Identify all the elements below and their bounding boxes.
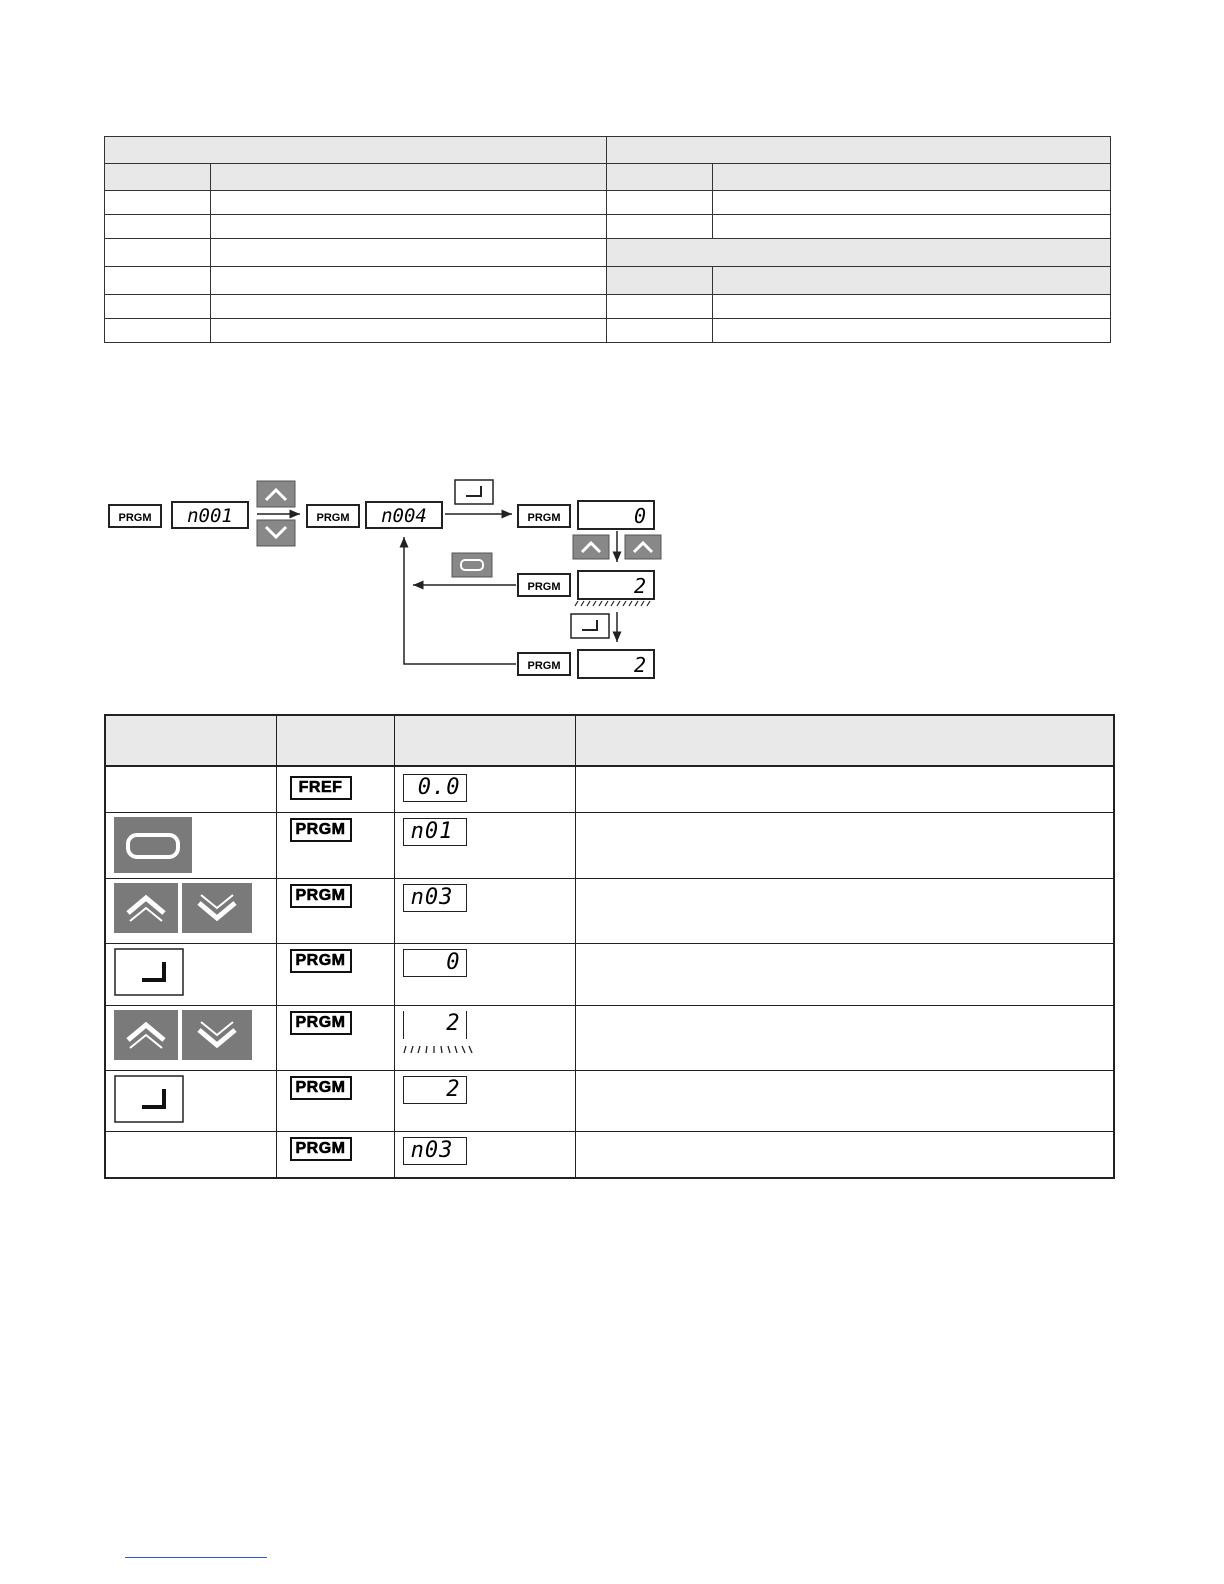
mode-label: PRGM: [290, 1137, 352, 1161]
up-arrow-key-icon: [625, 535, 661, 559]
table-row: [105, 1131, 1114, 1178]
mode-cell: [276, 812, 394, 878]
mode-label-prgm: [518, 653, 570, 675]
mode-cell: [276, 1070, 394, 1131]
table-cell: [105, 295, 211, 319]
description-cell: [575, 1070, 1114, 1131]
up-arrow-key-icon: [114, 883, 178, 937]
table-cell: [713, 319, 1111, 343]
svg-text:PRGM: PRGM: [527, 581, 561, 593]
table-cell: [713, 191, 1111, 215]
svg-text:PRGM: PRGM: [527, 512, 561, 524]
display-cell: [394, 943, 575, 1005]
footer-link-line: [125, 1557, 267, 1558]
table-cell: [211, 215, 607, 239]
enter-key-icon: [455, 480, 493, 504]
svg-text:2: 2: [633, 574, 646, 598]
table-cell: [211, 319, 607, 343]
svg-text:n001: n001: [187, 505, 233, 527]
table-row: [105, 878, 1114, 943]
key-cell: [105, 1131, 276, 1178]
table-cell: [105, 267, 211, 295]
display-cell: [394, 1070, 575, 1131]
mode-cell: [276, 1005, 394, 1070]
description-cell: [575, 812, 1114, 878]
mode-label-prgm: [109, 505, 161, 527]
key-cell: [105, 766, 276, 812]
mode-label-prgm: [518, 574, 570, 596]
table-cell: [105, 319, 211, 343]
table-cell: [105, 191, 211, 215]
key-cell: [105, 878, 276, 943]
header-key: [105, 715, 276, 766]
table-subheader-cell: [607, 267, 713, 295]
mode-label: FREF: [290, 776, 352, 800]
mode-cell: [276, 1131, 394, 1178]
mode-label: PRGM: [290, 1011, 352, 1035]
table-subheader-cell: [105, 164, 211, 191]
display-cell: [394, 878, 575, 943]
up-arrow-key-icon: [114, 1010, 178, 1064]
display-n004: [366, 502, 442, 528]
enter-key-icon: [114, 948, 184, 1000]
svg-text:n004: n004: [381, 505, 427, 527]
down-arrow-key-icon: [182, 883, 252, 937]
up-arrow-key-icon: [573, 535, 609, 559]
display-0: [578, 501, 654, 529]
header-description: [575, 715, 1114, 766]
description-cell: [575, 766, 1114, 812]
display-return-key-icon: [114, 817, 192, 877]
led-display: n03: [403, 1137, 467, 1165]
key-cell: [105, 1070, 276, 1131]
led-display: 2: [403, 1076, 467, 1104]
svg-text:PRGM: PRGM: [118, 512, 152, 524]
key-cell: [105, 812, 276, 878]
table-section-header: [607, 239, 1111, 267]
table-subheader-cell: [713, 267, 1111, 295]
table-cell: [713, 215, 1111, 239]
table-cell: [211, 239, 607, 267]
down-arrow-key-icon: [182, 1010, 252, 1064]
table-subheader-cell: [211, 164, 607, 191]
display-cell: [394, 812, 575, 878]
operation-steps-table: [104, 714, 1115, 1179]
table-cell: [607, 215, 713, 239]
table-cell: [713, 295, 1111, 319]
svg-text:0: 0: [633, 504, 646, 528]
display-cell: [394, 1131, 575, 1178]
mode-cell: [276, 766, 394, 812]
svg-text:2: 2: [633, 653, 646, 677]
table-cell: [607, 191, 713, 215]
mode-label: PRGM: [290, 818, 352, 842]
led-display: 0: [403, 949, 467, 977]
svg-text:PRGM: PRGM: [527, 660, 561, 672]
enter-key-icon: [114, 1075, 184, 1127]
mode-label: PRGM: [290, 1076, 352, 1100]
led-display: n01: [403, 818, 467, 846]
display-cell: [394, 1005, 575, 1070]
table-header-left: [105, 137, 607, 164]
led-display: 2: [403, 1011, 467, 1039]
svg-text:PRGM: PRGM: [316, 512, 350, 524]
description-cell: [575, 943, 1114, 1005]
header-mode: [276, 715, 394, 766]
display-2-blinking: [575, 571, 654, 606]
header-display: [394, 715, 575, 766]
table-subheader-cell: [713, 164, 1111, 191]
description-cell: [575, 1131, 1114, 1178]
blink-indicator: [403, 1039, 575, 1058]
description-cell: [575, 1005, 1114, 1070]
key-cell: [105, 1005, 276, 1070]
enter-key-icon: [571, 614, 609, 638]
table-header-right: [607, 137, 1111, 164]
table-cell: [211, 267, 607, 295]
up-arrow-key-icon: [257, 481, 295, 507]
table-row: [105, 812, 1114, 878]
down-arrow-key-icon: [257, 520, 295, 546]
table-row: [105, 1005, 1114, 1070]
display-return-key-icon: [452, 553, 492, 577]
mode-label-prgm: [518, 505, 570, 527]
display-n001: [172, 502, 248, 528]
table-row: [105, 943, 1114, 1005]
table-cell: [211, 295, 607, 319]
led-display: n03: [403, 884, 467, 912]
mode-label: PRGM: [290, 884, 352, 908]
operation-flow-diagram: [100, 470, 680, 685]
table-cell: [607, 319, 713, 343]
description-cell: [575, 878, 1114, 943]
table-subheader-cell: [607, 164, 713, 191]
table-row: [105, 766, 1114, 812]
key-cell: [105, 943, 276, 1005]
parameter-table: [104, 136, 1111, 343]
table-cell: [211, 191, 607, 215]
mode-label-prgm: [307, 505, 359, 527]
led-display: 0.0: [403, 774, 467, 802]
display-cell: [394, 766, 575, 812]
display-2: [578, 650, 654, 678]
table-row: [105, 1070, 1114, 1131]
table-cell: [105, 215, 211, 239]
mode-label: PRGM: [290, 949, 352, 973]
table-cell: [607, 295, 713, 319]
table-cell: [105, 239, 211, 267]
mode-cell: [276, 943, 394, 1005]
mode-cell: [276, 878, 394, 943]
